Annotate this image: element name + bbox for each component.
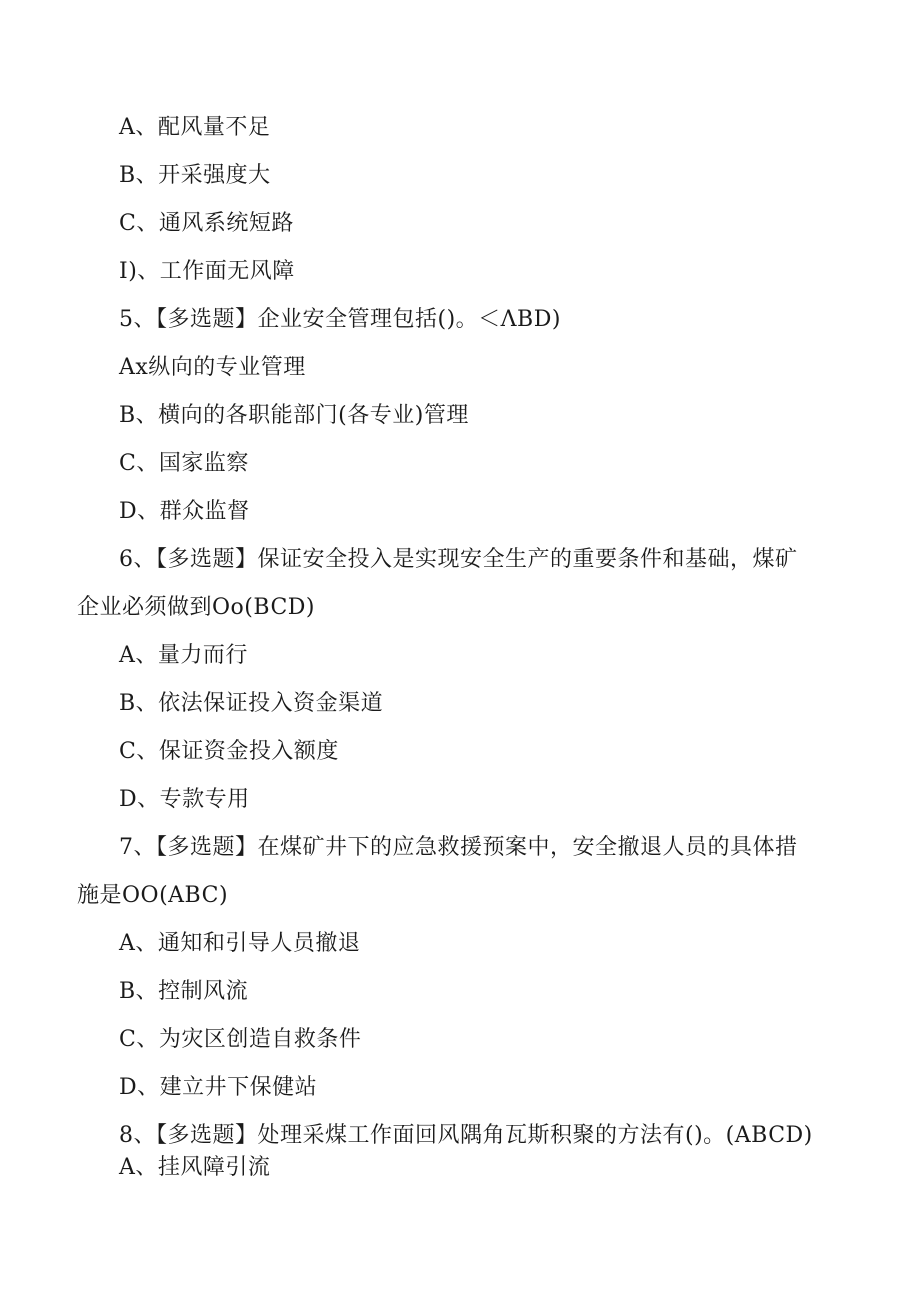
option-text: C、为灾区创造自救条件 [119,1027,362,1052]
option-text: A、配风量不足 [119,115,271,140]
option-text: B、控制风流 [119,979,249,1004]
option-text: D、专款专用 [119,787,250,812]
option-text: B、依法保证投入资金渠道 [119,691,384,716]
option-text: Ax纵向的专业管理 [119,355,306,380]
option-text: D、群众监督 [119,499,250,524]
option-text: B、开采强度大 [119,163,271,188]
option-text: A、量力而行 [119,643,248,668]
option-text: C、通风系统短路 [119,211,294,236]
question-6-text: 6、【多选题】保证安全投入是实现安全生产的重要条件和基础，煤矿 [119,547,798,572]
question-7-continuation: 施是OO(ABC) [77,883,229,908]
question-5-text: 5、【多选题】企业安全管理包括()。＜ΛBD) [119,307,561,332]
option-text: C、保证资金投入额度 [119,739,339,764]
option-text: D、建立井下保健站 [119,1075,318,1100]
question-6-continuation: 企业必须做到Oo(BCD) [77,595,315,620]
question-7-text: 7、【多选题】在煤矿井下的应急救援预案中，安全撤退人员的具体措 [119,835,798,860]
option-text: C、国家监察 [119,451,249,476]
option-text: B、横向的各职能部门(各专业)管理 [119,403,469,428]
option-text: A、通知和引导人员撤退 [119,931,361,956]
question-8-text: 8、【多选题】处理采煤工作面回风隅角瓦斯积聚的方法有()。(ABCD) [119,1123,813,1148]
option-text: A、挂风障引流 [119,1155,271,1180]
option-text: I)、工作面无风障 [119,259,295,284]
